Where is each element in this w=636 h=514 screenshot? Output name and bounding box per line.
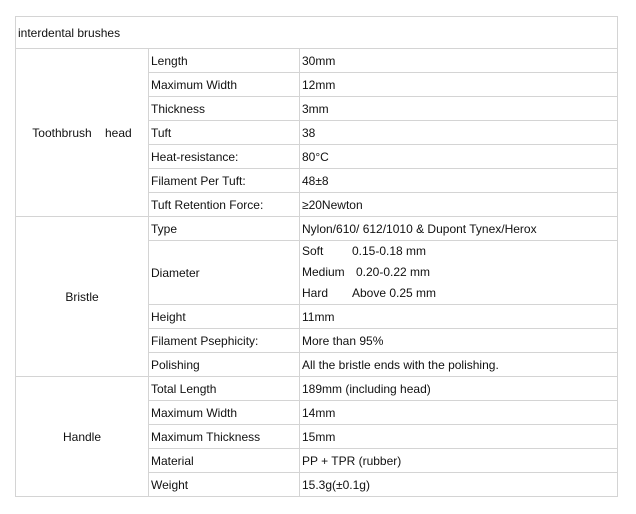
table-row — [16, 49, 618, 73]
diameter-grade: Hard — [302, 286, 329, 300]
property-label: Tuft Retention Force: — [149, 193, 300, 217]
table-row — [16, 377, 618, 401]
property-value: 48±8 — [300, 169, 618, 193]
property-label: Material — [149, 449, 300, 473]
property-label: Type — [149, 217, 300, 241]
property-label: Thickness — [149, 97, 300, 121]
diameter-line-soft — [302, 241, 615, 262]
diameter-grade: Soft — [302, 244, 324, 258]
diameter-grade: Medium — [302, 265, 345, 279]
property-label: Length — [149, 49, 300, 73]
property-label: Filament Psephicity: — [149, 329, 300, 353]
table-title-row — [16, 17, 618, 49]
table-title: interdental brushes — [16, 17, 618, 49]
property-value: 15.3g(±0.1g) — [300, 473, 618, 497]
property-label: Height — [149, 305, 300, 329]
property-value: Nylon/610/ 612/1010 & Dupont Tynex/Herox — [300, 217, 618, 241]
spec-table — [15, 16, 618, 497]
property-value: 80°C — [300, 145, 618, 169]
property-value: 3mm — [300, 97, 618, 121]
property-label: Tuft — [149, 121, 300, 145]
diameter-range: 0.15-0.18 mm — [352, 244, 427, 258]
property-label: Diameter — [149, 241, 300, 305]
property-label: Maximum Width — [149, 401, 300, 425]
property-label: Maximum Width — [149, 73, 300, 97]
diameter-values — [300, 241, 618, 305]
property-value: 38 — [300, 121, 618, 145]
table-row — [16, 217, 618, 241]
group-label-bristle: Bristle — [16, 217, 149, 377]
property-value: 189mm (including head) — [300, 377, 618, 401]
property-label: Filament Per Tuft: — [149, 169, 300, 193]
diameter-line-hard — [302, 283, 615, 304]
property-value: All the bristle ends with the polishing. — [300, 353, 618, 377]
property-value: More than 95% — [300, 329, 618, 353]
group-label-toothbrush-head: Toothbrush head — [16, 49, 149, 217]
property-value: PP + TPR (rubber) — [300, 449, 618, 473]
group-label-handle: Handle — [16, 377, 149, 497]
property-label: Maximum Thickness — [149, 425, 300, 449]
property-label: Total Length — [149, 377, 300, 401]
diameter-range: 0.20-0.22 mm — [356, 265, 431, 279]
property-label: Polishing — [149, 353, 300, 377]
property-value: 14mm — [300, 401, 618, 425]
property-value: 30mm — [300, 49, 618, 73]
property-value: ≥20Newton — [300, 193, 618, 217]
diameter-range: Above 0.25 mm — [352, 286, 437, 300]
property-value: 15mm — [300, 425, 618, 449]
property-label: Weight — [149, 473, 300, 497]
property-value: 12mm — [300, 73, 618, 97]
diameter-line-medium — [302, 262, 615, 283]
property-value: 11mm — [300, 305, 618, 329]
property-label: Heat-resistance: — [149, 145, 300, 169]
